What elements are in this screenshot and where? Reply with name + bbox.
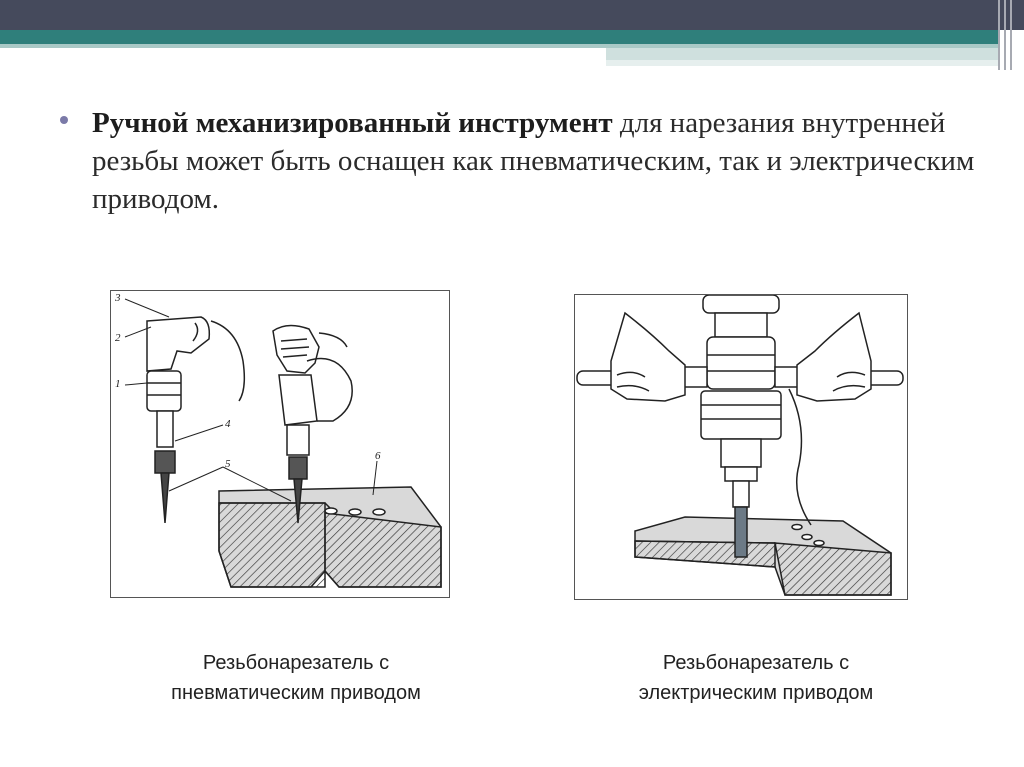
caption-line: Резьбонарезатель с xyxy=(662,652,850,674)
part-label: 1 xyxy=(115,378,121,390)
caption-line: электрическим приводом xyxy=(638,682,874,704)
part-label: 6 xyxy=(375,450,381,462)
electric-tapper-figure xyxy=(574,294,908,600)
top-dark-bar xyxy=(0,0,1024,30)
pneumatic-tapper-drawing xyxy=(111,291,449,597)
electric-tapper-drawing xyxy=(575,295,907,599)
caption-electric xyxy=(586,648,926,708)
light-stripe xyxy=(606,48,1000,60)
bullet-dot-icon xyxy=(60,116,68,124)
bullet-rest: для нарезания внутренней резьбы может быть оснащен как пневматическим, так и электрическим приводом. xyxy=(92,107,975,215)
part-label: 4 xyxy=(225,418,231,430)
part-label: 5 xyxy=(225,458,231,470)
pneumatic-tapper-figure xyxy=(110,290,450,598)
corner-lines xyxy=(996,0,1024,70)
bullet-bold-lead: Ручной механизированный инструмент xyxy=(92,107,613,139)
light-stripe xyxy=(606,60,1000,66)
caption-line: Резьбонарезатель с xyxy=(202,652,390,674)
part-label: 3 xyxy=(115,292,121,304)
caption-line: пневматическим приводом xyxy=(171,682,421,704)
part-label: 2 xyxy=(115,332,121,344)
caption-pneumatic xyxy=(126,648,466,708)
teal-stripe xyxy=(0,30,1000,44)
bullet-item xyxy=(60,104,980,218)
bullet-text xyxy=(92,104,980,218)
